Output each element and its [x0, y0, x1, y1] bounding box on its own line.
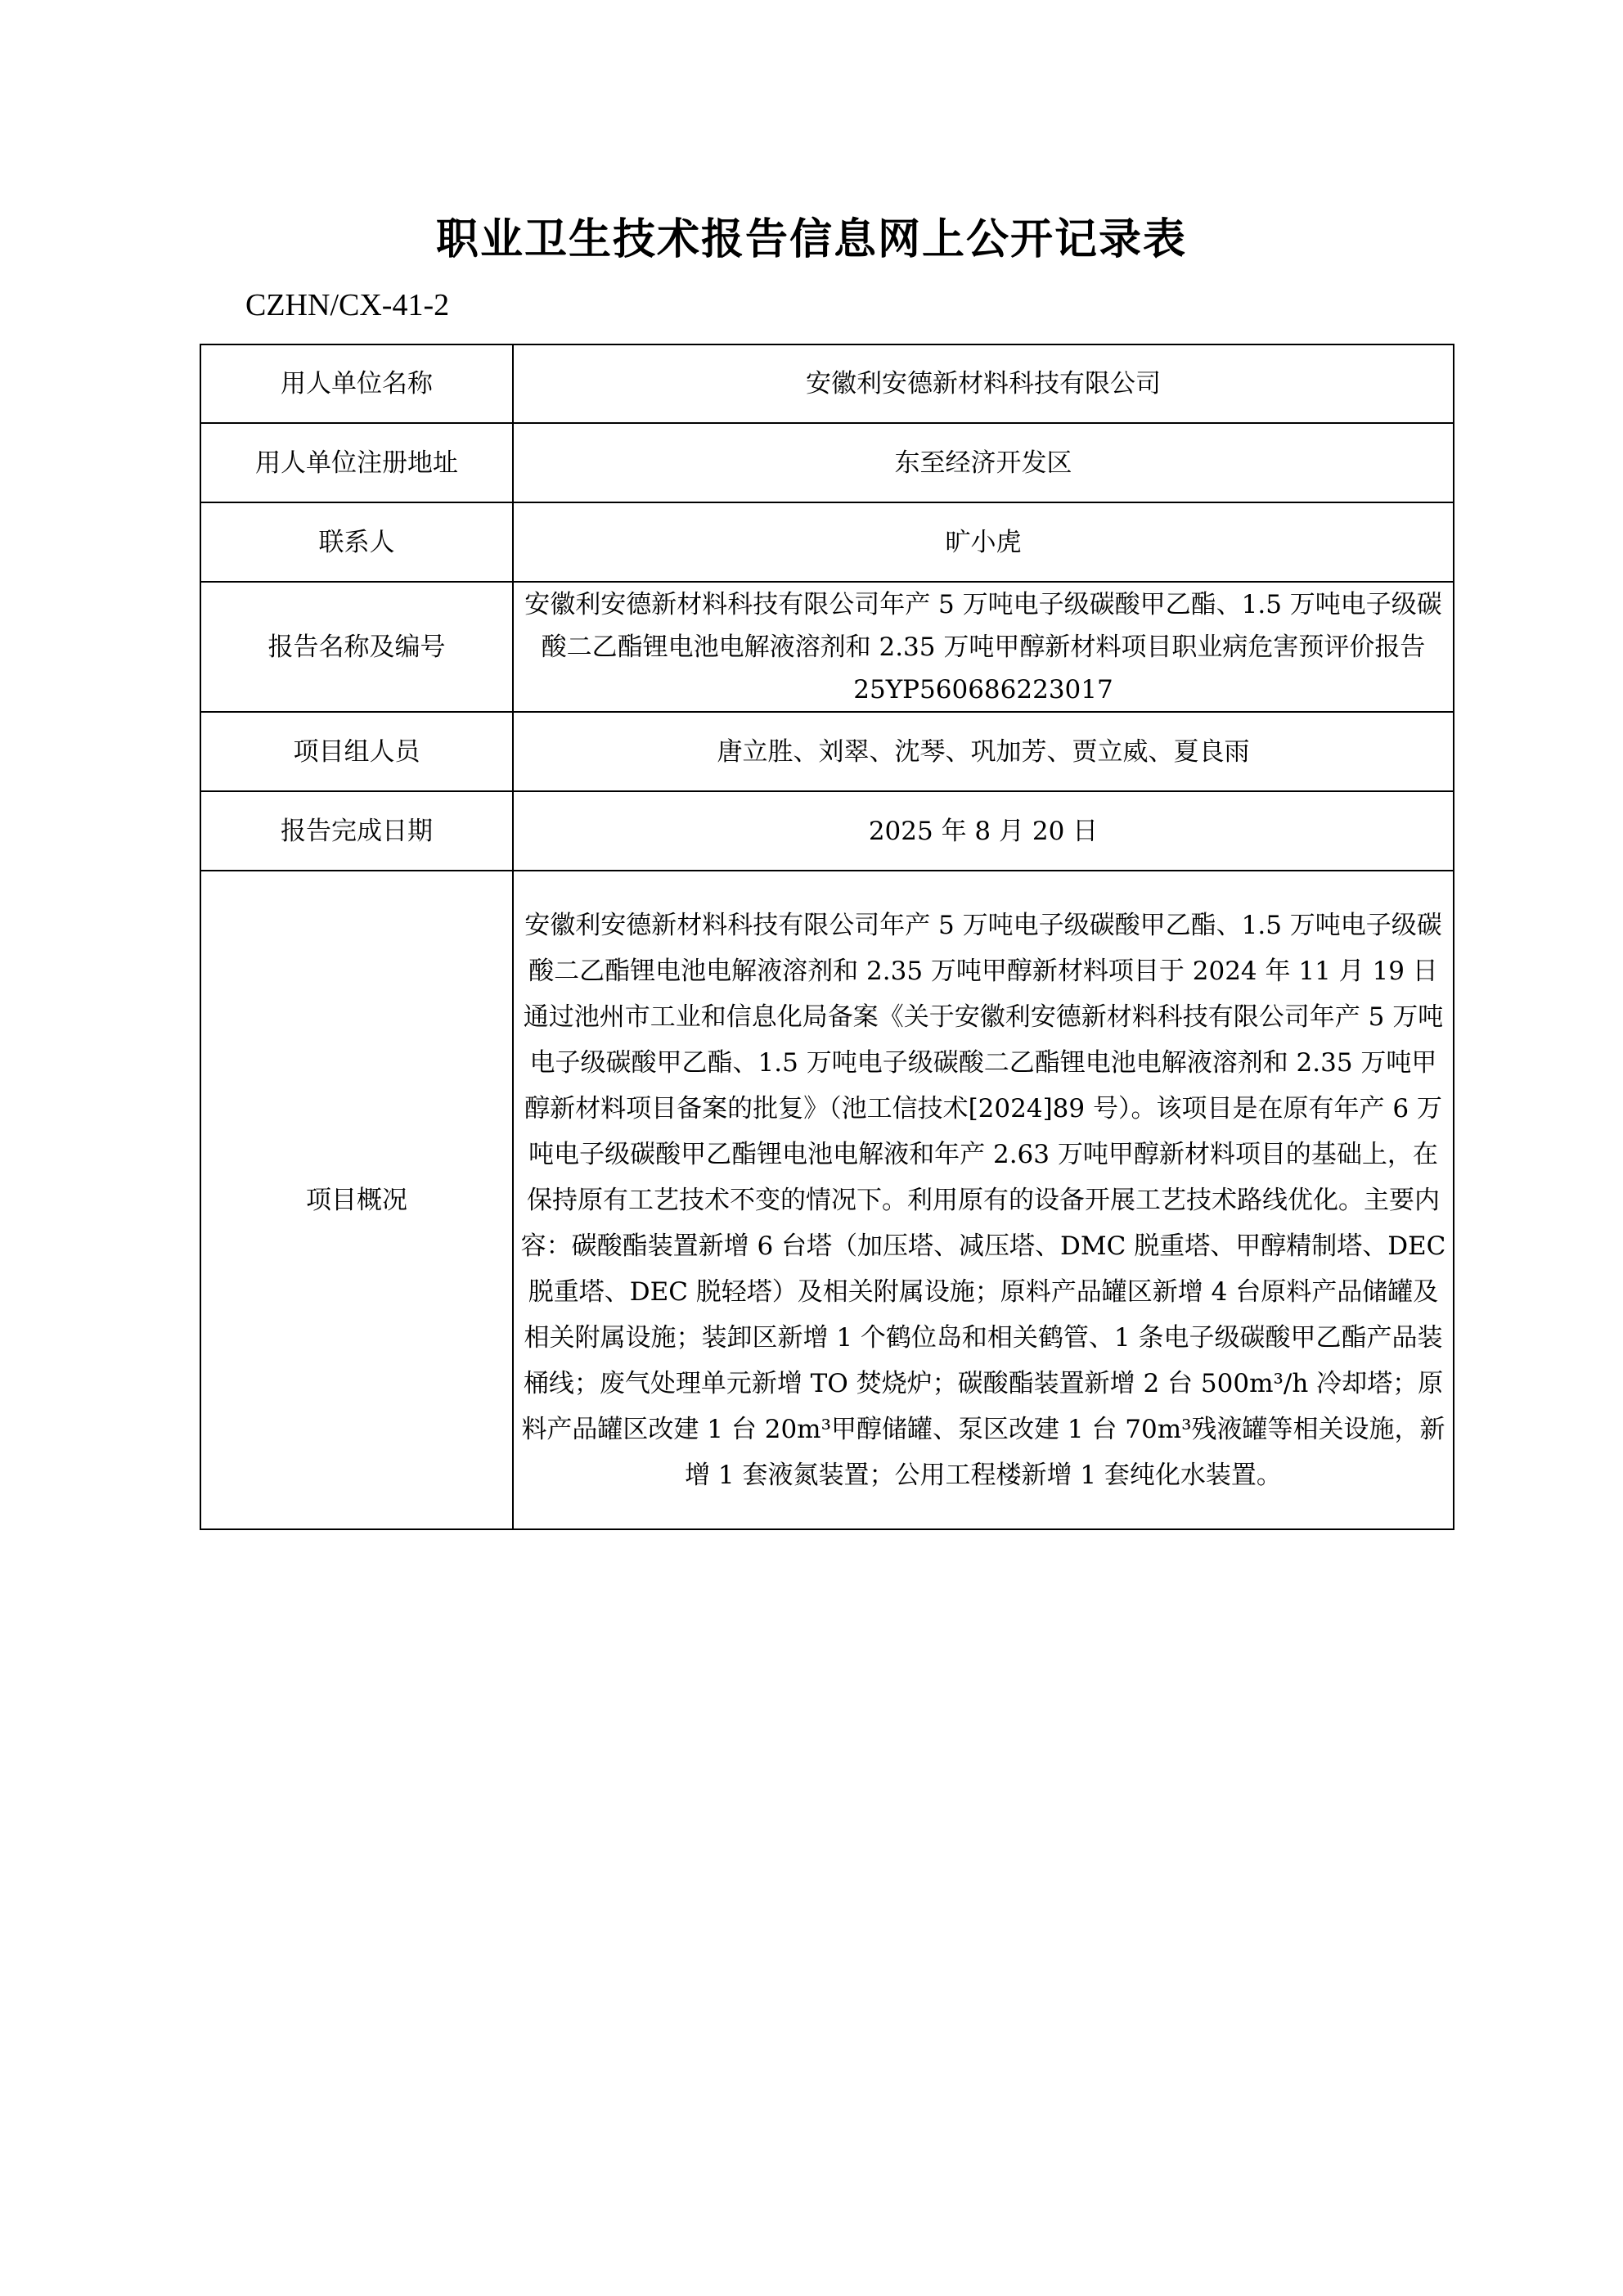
employer-name-value: 安徽利安德新材料科技有限公司 [513, 344, 1454, 423]
project-team-label: 项目组人员 [200, 712, 513, 791]
completion-date-value: 2025 年 8 月 20 日 [513, 791, 1454, 871]
table-row [200, 423, 1454, 502]
employer-name-label: 用人单位名称 [200, 344, 513, 423]
project-overview-label: 项目概况 [200, 871, 513, 1529]
report-name-value: 安徽利安德新材料科技有限公司年产 5 万吨电子级碳酸甲乙酯、1.5 万吨电子级碳酸二乙酯锂电池电解液溶剂和 2.35 万吨甲醇新材料项目职业病危害预评价报告 25YP560686223017 [513, 582, 1454, 712]
report-name-label: 报告名称及编号 [200, 582, 513, 712]
registered-address-label: 用人单位注册地址 [200, 423, 513, 502]
table-row [200, 791, 1454, 871]
project-overview-value: 安徽利安德新材料科技有限公司年产 5 万吨电子级碳酸甲乙酯、1.5 万吨电子级碳酸二乙酯锂电池电解液溶剂和 2.35 万吨甲醇新材料项目于 2024 年 11 月 19 日通过池州市工业和信息化局备案《关于安徽利安德新材料科技有限公司年产 5 万吨电子级碳酸甲乙酯、1.5 万吨电子级碳酸二乙酯锂电池电解液溶剂和 2.35 万吨甲醇新材料项目备案的批复》（池工信技术[2024]89 号）。该项目是在原有年产 6 万吨电子级碳酸甲乙酯锂电池电解液和年产 2.63 万吨甲醇新材料项目的基础上，在保持原有工艺技术不变的情况下。利用原有的设备开展工艺技术路线优化。主要内容：碳酸酯装置新增 6 台塔（加压塔、减压塔、DMC 脱重塔、甲醇精制塔、DEC 脱重塔、DEC 脱轻塔）及相关附属设施；原料产品罐区新增 4 台原料产品储罐及相关附属设施；装卸区新增 1 个鹤位岛和相关鹤管、1 条电子级碳酸甲乙酯产品装桶线；废气处理单元新增 TO 焚烧炉；碳酸酯装置新增 2 台 500m³/h 冷却塔；原料产品罐区改建 1 台 20m³甲醇储罐、泵区改建 1 台 70m³残液罐等相关设施，新增 1 套液氮装置；公用工程楼新增 1 套纯化水装置。 [513, 871, 1454, 1529]
project-team-value: 唐立胜、刘翠、沈琴、巩加芳、贾立威、夏良雨 [513, 712, 1454, 791]
table-row [200, 871, 1454, 1529]
registered-address-value: 东至经济开发区 [513, 423, 1454, 502]
contact-value: 旷小虎 [513, 502, 1454, 582]
table-row [200, 502, 1454, 582]
document-title: 职业卫生技术报告信息网上公开记录表 [435, 214, 1187, 264]
table-row [200, 344, 1454, 423]
document-code: CZHN/CX-41-2 [245, 288, 450, 322]
record-table [200, 344, 1454, 1530]
table-row [200, 582, 1454, 712]
table-row [200, 712, 1454, 791]
completion-date-label: 报告完成日期 [200, 791, 513, 871]
contact-label: 联系人 [200, 502, 513, 582]
